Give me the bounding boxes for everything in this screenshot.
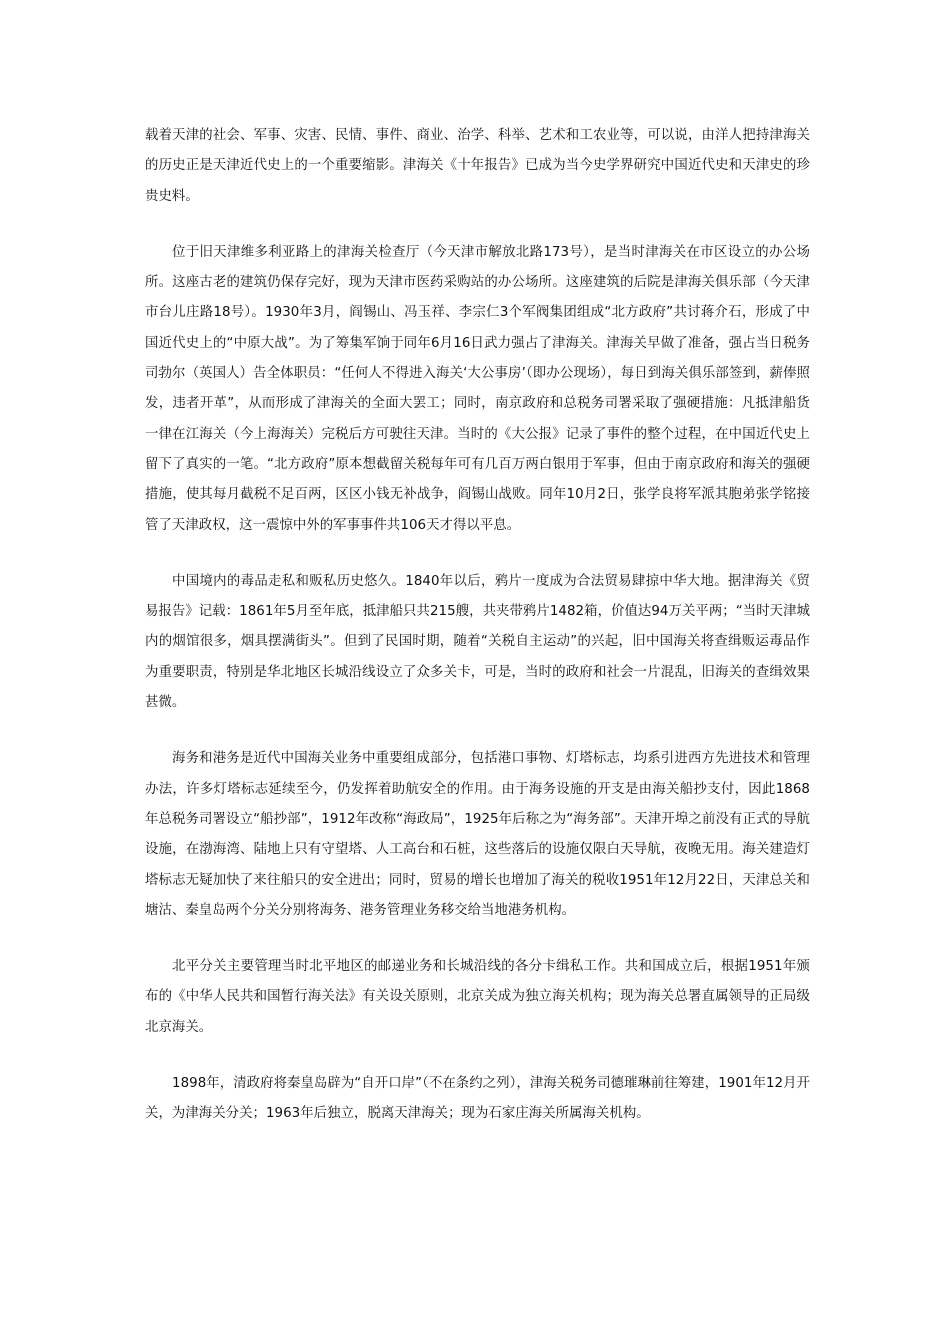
paragraph-qinhuangdao: 1898年，清政府将秦皇岛辟为“自开口岸”（不在条约之列），津海关税务司德璀琳前往筹建，1901年12月开关，为津海关分关；1963年后独立，脱离天津海关；现为石家庄海关所属海关机构。 [145, 1076, 810, 1122]
document-body [145, 121, 810, 1156]
paragraph-beiping-branch: 北平分关主要管理当时北平地区的邮递业务和长城沿线的各分卡缉私工作。共和国成立后，根据1951年颁布的《中华人民共和国暂行海关法》有关设关原则，北京关成为独立海关机构；现为海关总署直属领导的正局级北京海关。 [145, 959, 810, 1035]
paragraph-drug-smuggling: 中国境内的毒品走私和贩私历史悠久。1840年以后，鸦片一度成为合法贸易肆掠中华大地。据津海关《贸易报告》记载：1861年5月至年底，抵津船只共215艘，共夹带鸦片1482箱，价值达94万关平两；“当时天津城内的烟馆很多，烟具摆满街头”。但到了民国时期，随着“关税自主运动”的兴起，旧中国海关将查缉贩运毒品作为重要职责，特别是华北地区长城沿线设立了众多关卡，可是，当时的政府和社会一片混乱，旧海关的查缉效果甚微。 [145, 573, 810, 711]
paragraph-customs-inspection-hall: 位于旧天津维多利亚路上的津海关检查厅（今天津市解放北路173号），是当时津海关在市区设立的办公场所。这座古老的建筑仍保存完好，现为天津市医药采购站的办公场所。这座建筑的后院是津海关俱乐部（今天津市台儿庄路18号）。1930年3月，阎锡山、冯玉祥、李宗仁3个军阀集团组成“北方政府”共讨蒋介石，形成了中国近代史上的“中原大战”。为了筹集军饷于同年6月16日武力强占了津海关。津海关早做了准备，强占当日税务司勃尔（英国人）告全体职员：“任何人不得进入海关‘大公事房’（即办公现场），每日到海关俱乐部签到，薪俸照发，违者开革”，从而形成了津海关的全面大罢工；同时，南京政府和总税务司署采取了强硬措施：凡抵津船货一律在江海关（今上海海关）完税后方可驶往天津。当时的《大公报》记录了事件的整个过程，在中国近代史上留下了真实的一笔。“北方政府”原本想截留关税每年可有几百万两白银用于军事，但由于南京政府和海关的强硬措施，使其每月截税不足百两，区区小钱无补战争，阎锡山战败。同年10月2日，张学良将军派其胞弟张学铭接管了天津政权，这一震惊中外的军事事件共106天才得以平息。 [145, 244, 810, 533]
paragraph-continuation: 载着天津的社会、军事、灾害、民情、事件、商业、治学、科举、艺术和工农业等，可以说，由洋人把持津海关的历史正是天津近代史上的一个重要缩影。津海关《十年报告》已成为当今史学界研究中国近代史和天津史的珍贵史料。 [145, 128, 810, 204]
paragraph-marine-affairs: 海务和港务是近代中国海关业务中重要组成部分，包括港口事物、灯塔标志，均系引进西方先进技术和管理办法，许多灯塔标志延续至今，仍发挥着助航安全的作用。由于海务设施的开支是由海关船抄支付，因此1868年总税务司署设立“船抄部”，1912年改称“海政局”，1925年后称之为“海务部”。天津开埠之前没有正式的导航设施，在渤海湾、陆地上只有守望塔、人工高台和石桩，这些落后的设施仅限白天导航，夜晚无用。海关建造灯塔标志无疑加快了来往船只的安全进出；同时，贸易的增长也增加了海关的税收1951年12月22日，天津总关和塘沽、秦皇岛两个分关分别将海务、港务管理业务移交给当地港务机构。 [145, 751, 810, 918]
